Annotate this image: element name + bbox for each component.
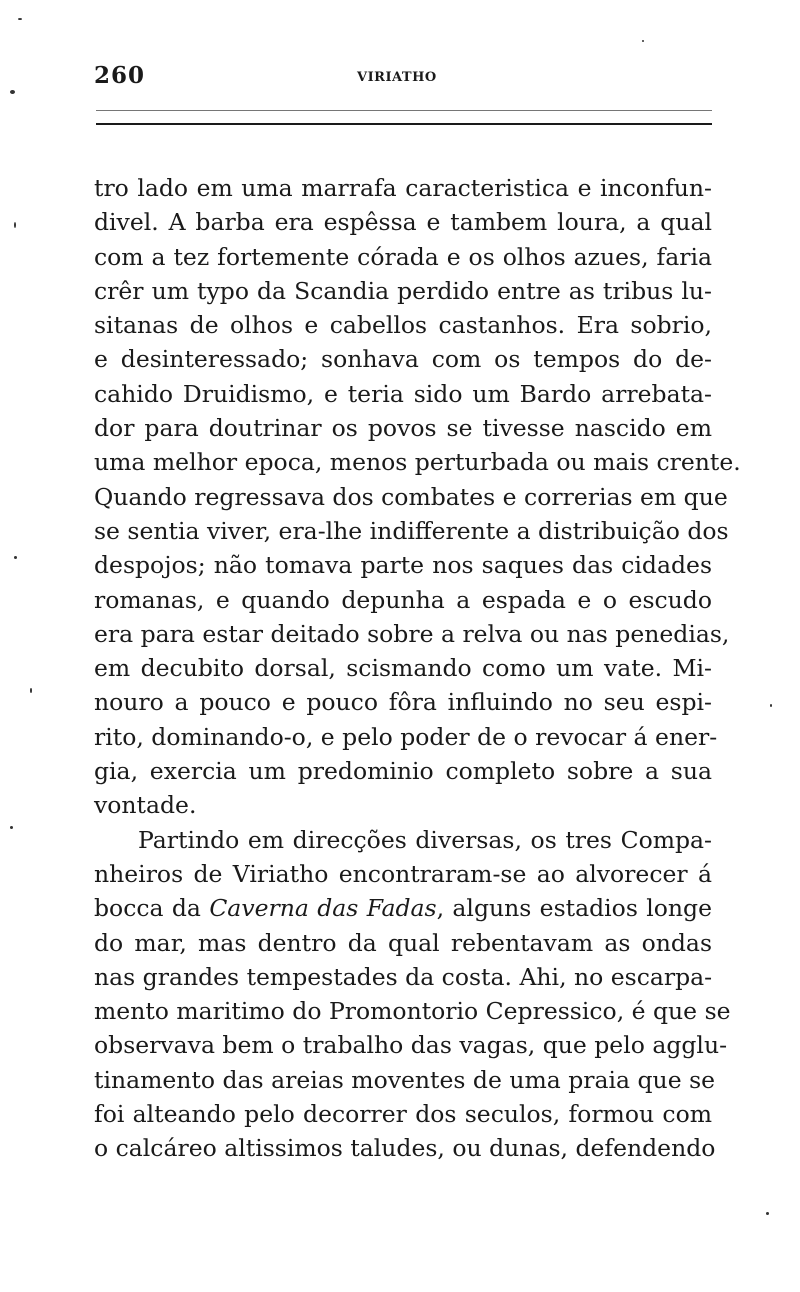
text-line: Quando regressava dos combates e correrias em que <box>94 482 728 511</box>
body-text <box>94 171 741 1166</box>
scan-speck <box>766 1212 769 1215</box>
text-line: rito, dominando-o, e pelo poder de o revocar á ener- <box>94 722 718 751</box>
text-line: o calcáreo altissimos taludes, ou dunas, defendendo <box>94 1134 716 1163</box>
page-number: 260 <box>94 62 146 89</box>
text-line: crêr um typo da Scandia perdido entre as tribus lu- <box>94 276 712 305</box>
text-line: uma melhor epoca, menos perturbada ou mais crente. <box>94 448 741 477</box>
text-line: foi alteando pelo decorrer dos seculos, formou com <box>94 1100 712 1129</box>
text-fragment: , alguns estadios longe <box>436 894 712 923</box>
header-rule-thick <box>96 123 712 125</box>
text-line: divel. A barba era espêssa e tambem loura, a qual <box>94 208 712 237</box>
scan-speck <box>14 222 16 228</box>
text-line: observava bem o trabalho das vagas, que pelo agglu- <box>94 1031 728 1060</box>
text-line: vontade. <box>94 791 197 820</box>
text-line <box>94 891 712 925</box>
text-line: nheiros de Viriatho encontraram-se ao alvorecer á <box>94 859 712 888</box>
text-line: Partindo em direcções diversas, os tres Compa- <box>138 825 712 854</box>
text-line: mento maritimo do Promontorio Cepressico, é que se <box>94 997 731 1026</box>
header-rule-thin <box>96 110 712 111</box>
scan-speck <box>642 40 644 42</box>
scan-speck <box>30 688 32 693</box>
text-line: em decubito dorsal, scismando como um vate. Mi- <box>94 654 712 683</box>
text-line: com a tez fortemente córada e os olhos azues, faria <box>94 242 712 271</box>
scan-speck <box>770 704 772 707</box>
text-line: gia, exercia um predominio completo sobre a sua <box>94 757 712 786</box>
text-line: sitanas de olhos e cabellos castanhos. Era sobrio, <box>94 311 712 340</box>
text-line: era para estar deitado sobre a relva ou nas penedias, <box>94 619 730 648</box>
text-line: despojos; não tomava parte nos saques das cidades <box>94 551 712 580</box>
text-line: do mar, mas dentro da qual rebentavam as ondas <box>94 928 712 957</box>
scan-speck <box>10 826 13 829</box>
italic-title: Caverna das Fadas <box>209 894 437 923</box>
text-line: romanas, e quando depunha a espada e o escudo <box>94 585 712 614</box>
text-line: se sentia viver, era-lhe indifferente a distribuição dos <box>94 516 729 545</box>
text-line: dor para doutrinar os povos se tivesse nascido em <box>94 414 712 443</box>
running-title: VIRIATHO <box>357 70 437 85</box>
text-line: nas grandes tempestades da costa. Ahi, no escarpa- <box>94 962 713 991</box>
text-line: nouro a pouco e pouco fôra influindo no seu espi- <box>94 688 712 717</box>
text-line: tinamento das areias moventes de uma praia que se <box>94 1065 716 1094</box>
text-line: cahido Druidismo, e teria sido um Bardo arrebata- <box>94 379 712 408</box>
text-line: e desinteressado; sonhava com os tempos do de- <box>94 345 712 374</box>
scan-speck <box>18 18 22 20</box>
scan-speck <box>10 90 15 94</box>
text-line: tro lado em uma marrafa caracteristica e inconfun- <box>94 174 712 202</box>
page-header <box>94 62 712 102</box>
scan-speck <box>14 556 17 559</box>
text-fragment: bocca da <box>94 894 210 923</box>
